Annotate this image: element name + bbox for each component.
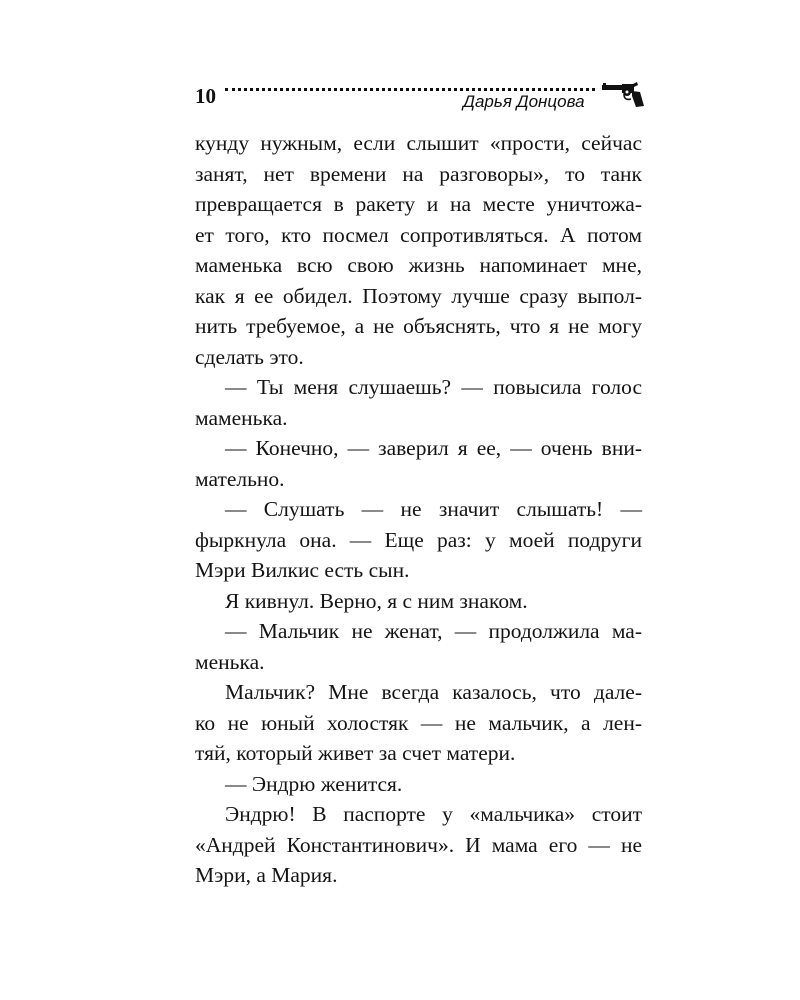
text-line: менька. [195,649,265,674]
text-line: «Андрей Константинович». И мама его — не [195,832,642,857]
paragraph [195,769,642,800]
paragraph [195,677,642,769]
page-number: 10 [195,84,216,108]
text-line: маменька всю свою жизнь напоминает мне, [195,253,642,277]
text-line: ет того, кто посмел сопротивляться. А потом [195,222,642,247]
paragraph [195,128,642,372]
paragraph [195,372,642,433]
text-line: Мальчик? Мне всегда казалось, что дале- [225,680,642,704]
paragraph [195,433,642,494]
text-line: фыркнула она. — Еще раз: у моей подруги [195,527,642,552]
text-line: Мэри Вилкис есть сын. [195,558,410,582]
paragraph [195,799,642,891]
text-line: — Конечно, — заверил я ее, — очень вни- [225,436,642,460]
body-text [195,128,642,891]
text-line: мательно. [195,466,285,491]
text-line: Я кивнул. Верно, я с ним знаком. [225,588,528,613]
text-line: тяй, который живет за счет матери. [195,741,516,765]
text-line: ко не юный холостяк — не мальчик, а лен- [195,710,642,735]
text-line: кунду нужным, если слышит «прости, сейчас [195,131,642,155]
text-line: сделать это. [195,344,304,369]
text-line: занят, нет времени на разговоры», то танк [195,161,642,186]
author-name: Дарья Донцова [463,92,585,111]
text-line: — Мальчик не женат, — продолжила ма- [225,619,642,643]
text-line: превращается в ракету и на месте уничтожа- [195,192,642,216]
text-line: — Эндрю женится. [225,771,403,796]
text-line: как я ее обидел. Поэтому лучше сразу выпол- [195,283,642,308]
text-line: нить требуемое, а не объяснять, что я не могу [195,314,642,338]
running-head [195,80,645,116]
text-line: маменька. [195,405,288,430]
text-line: — Ты меня слушаешь? — повысила голос [225,375,642,399]
paragraph [195,616,642,677]
text-line: Мэри, а Мария. [195,863,338,887]
text-line: — Слушать — не значит слышать! — [225,497,642,521]
text-line: Эндрю! В паспорте у «мальчика» стоит [225,802,642,826]
paragraph [195,586,642,617]
revolver-icon [602,82,644,108]
paragraph [195,494,642,586]
